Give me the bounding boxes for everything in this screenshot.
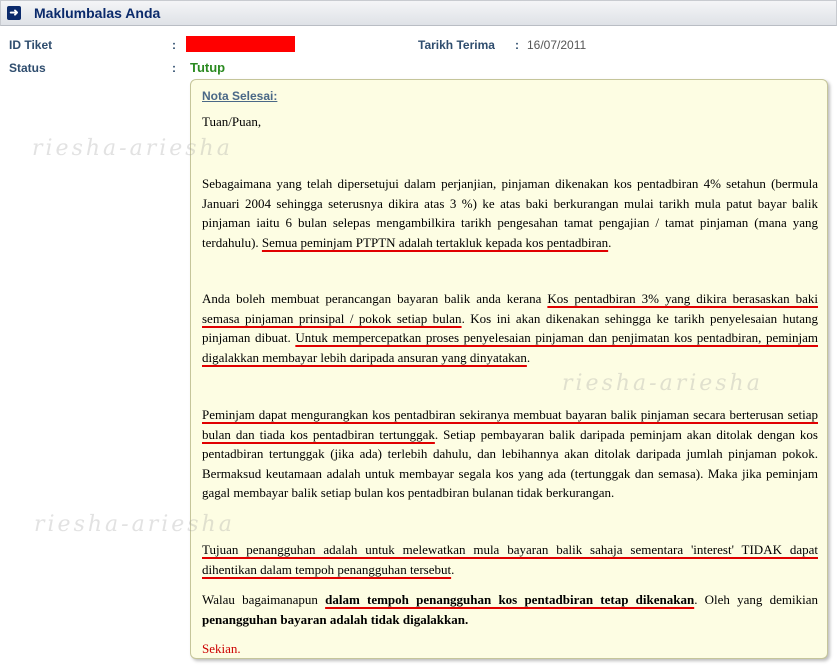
ticket-id-label: ID Tiket xyxy=(9,38,53,52)
status-colon: : xyxy=(172,61,176,75)
note-paragraph-1: Sebagaimana yang telah dipersetujui dalam perjanjian, pinjaman dikenakan kos pentadbiran 4% setahun (bermula Januari 2004 sehingga seterusnya dikira atas 3 %) ke atas baki berkurangan mulai tarikh mula patut bayar balik pinjaman iaitu 6 bulan selepas mengambilkira tarikh pengesahan tamat pengajian / tamat pinjaman (mana yang terdahulu). Semua peminjam PTPTN adalah tertakluk kepada kos pentadbiran. xyxy=(202,176,818,250)
note-paragraph-5: Walau bagaimanapun dalam tempoh penangguhan kos pentadbiran tetap dikenakan. Oleh yang demikian penangguhan bayaran adalah tidak digalakkan. xyxy=(202,592,818,627)
ticket-id-redacted xyxy=(186,36,295,52)
note-greeting: Tuan/Puan, xyxy=(202,114,262,129)
note-closing: Sekian. xyxy=(202,641,241,656)
watermark-1: riesha-ariesha xyxy=(32,136,233,161)
note-paragraph-4: Tujuan penangguhan adalah untuk melewatkan mula bayaran balik sahaja sementara 'interest' TIDAK dapat dihentikan dalam tempoh penangguhan tersebut. xyxy=(202,542,818,577)
note-paragraph-3: Peminjam dapat mengurangkan kos pentadbiran sekiranya membuat bayaran balik pinjaman secara berterusan setiap bulan dan tiada kos pentadbiran tertunggak. Setiap pembayaran balik daripada peminjam akan ditolak dengan kos pentadbiran tertunggak (jika ada) terlebih dahulu, dan lebihannya akan ditolak daripada jumlah pinjaman pokok. Bermaksud keutamaan adalah untuk membayar segala kos yang ada (tertunggak dan semasa). Maka jika peminjam gagal membayar balik setiap bulan kos pentadbiran bulanan tidak berkurangan. xyxy=(202,407,818,500)
ticket-id-colon: : xyxy=(172,38,176,52)
watermark-2: riesha-ariesha xyxy=(562,371,763,396)
watermark-3: riesha-ariesha xyxy=(34,512,235,537)
date-received-label: Tarikh Terima xyxy=(418,38,495,52)
panel-header xyxy=(0,0,837,26)
status-value: Tutup xyxy=(190,60,226,75)
page-title: Maklumbalas Anda xyxy=(34,5,161,21)
arrow-right-icon: ➜ xyxy=(7,6,21,20)
note-paragraph-2: Anda boleh membuat perancangan bayaran balik anda kerana Kos pentadbiran 3% yang dikira berasaskan baki semasa pinjaman prinsipal / pokok setiap bulan. Kos ini akan dikenakan sehingga ke tarikh penyelesaian hutang pinjaman dibuat. Untuk mempercepatkan proses penyelesaian pinjaman dan penjimatan kos pentadbiran, peminjam digalakkan membayar lebih daripada ansuran yang dinyatakan. xyxy=(202,291,819,365)
note-title: Nota Selesai: xyxy=(202,89,278,103)
date-received-colon: : xyxy=(515,38,519,52)
date-received-value: 16/07/2011 xyxy=(527,38,587,52)
resolution-note-box xyxy=(190,79,828,659)
status-label: Status xyxy=(9,61,46,75)
